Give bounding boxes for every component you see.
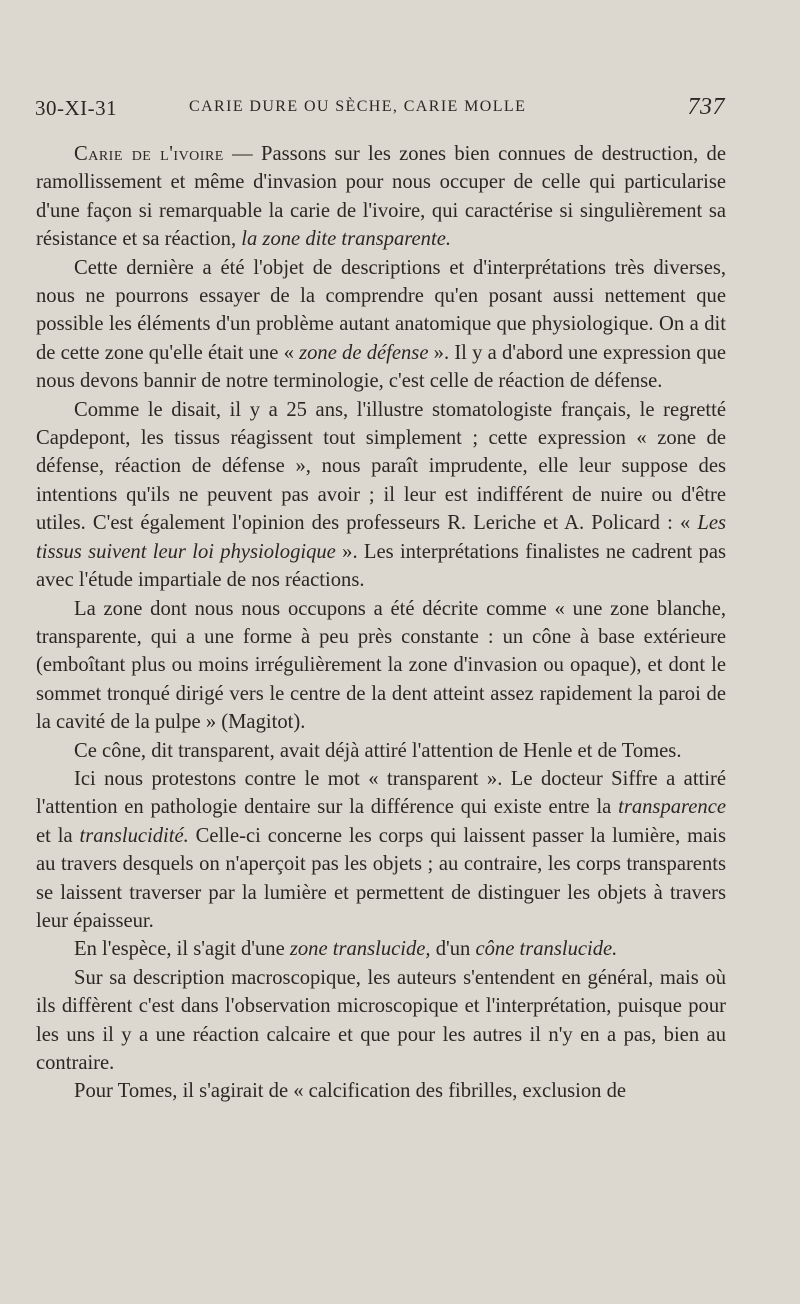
- paragraph-text: Comme le disait, il y a 25 ans, l'illustre stomatologiste français, le regretté Capdepont, les tissus réagissent tout simplement ; cette expression « zone de défense, réaction de défense », nous paraît imprudente, elle leur suppose des intentions qu'ils ne peuvent pas avoir ; il leur est indifférent de nuire ou d'être utiles. C'est également l'opinion des professeurs R. Leriche et A. Policard : «: [36, 398, 726, 535]
- paragraph-7: [36, 935, 726, 963]
- header-date: 30-XI-31: [35, 96, 118, 120]
- paragraph-text: ». Il y a d'abord une expression que nous devons bannir de notre terminologie, c'est celle de réaction de défense.: [36, 341, 727, 393]
- running-header: [35, 92, 725, 126]
- paragraph-1: [36, 140, 726, 254]
- paragraph-2: [36, 254, 726, 396]
- header-running-title: CARIE DURE OU SÈCHE, CARIE MOLLE: [189, 98, 527, 115]
- paragraph-text: Cette dernière a été l'objet de descriptions et d'interprétations très diverses, nous ne pourrons essayer de la comprendre qu'en posant aussi nettement que possible les éléments d'un problème autant anatomique que physiologique. On a dit de cette zone qu'elle était une «: [36, 256, 726, 364]
- paragraph-text: ». Les interprétations finalistes ne cadrent pas avec l'étude impartiale de nos réactions.: [36, 540, 726, 592]
- paragraph-text: Sur sa description macroscopique, les auteurs s'entendent en général, mais où ils diffèrent c'est dans l'observation microscopique et l'interprétation, puisque pour les uns il y a une réaction calcaire et que pour les autres il n'y en a pas, bien au contraire.: [36, 966, 726, 1074]
- paragraph-6: [36, 765, 726, 935]
- header-page-number: 737: [687, 94, 725, 120]
- italic-text: translucidité.: [79, 824, 189, 847]
- italic-text: zone translucide,: [289, 938, 431, 961]
- paragraph-text: Pour Tomes, il s'agirait de « calcification des fibrilles, exclusion de: [74, 1080, 627, 1103]
- paragraph-text: La zone dont nous nous occupons a été décrite comme « une zone blanche, transparente, qui a une forme à peu près constante : un cône à base extérieure (emboîtant plus ou moins irrégulièrement la zone d'invasion ou opaque), et dont le sommet tronqué dirigé vers le centre de la dent atteint assez rapidement la paroi de la cavité de la pulpe » (Magitot).: [36, 597, 726, 734]
- paragraph-9: [36, 1077, 726, 1105]
- italic-text: Les tissus suivent leur loi physiologique: [36, 512, 726, 563]
- italic-text: zone de défense: [299, 341, 429, 364]
- section-lead: Carie de l'ivoire: [74, 143, 224, 165]
- paragraph-3: [36, 396, 726, 595]
- italic-text: transparence: [618, 796, 726, 819]
- paragraph-4: [36, 595, 726, 737]
- paragraph-text: — Passons sur les zones bien connues de destruction, de ramollissement et même d'invasion pour nous occuper de celle qui particularise d'une façon si remarquable la carie de l'ivoire, qui caractérise si singulièrement sa résistance et sa réaction,: [36, 143, 726, 251]
- paragraph-text: Ce cône, dit transparent, avait déjà attiré l'attention de Henle et de Tomes.: [74, 739, 682, 762]
- paragraph-5: [36, 737, 726, 765]
- body-text: [36, 140, 726, 1106]
- paragraph-text: d'un: [430, 938, 476, 961]
- paragraph-text: et la: [36, 824, 80, 847]
- paragraph-text: Ici nous protestons contre le mot « transparent ». Le docteur Siffre a attiré l'attention en pathologie dentaire sur la différence qui existe entre la: [36, 767, 726, 819]
- paragraph-text: En l'espèce, il s'agit d'une: [74, 938, 290, 961]
- paragraph-8: [36, 964, 726, 1078]
- paragraph-text: Celle-ci concerne les corps qui laissent passer la lumière, mais au travers desquels on n'aperçoit pas les objets ; au contraire, les corps transparents se laissent traverser par la lumière et permettent de distinguer les objets à travers leur épaisseur.: [36, 824, 727, 932]
- italic-text: la zone dite transparente.: [241, 228, 451, 251]
- italic-text: cône translucide.: [475, 938, 618, 961]
